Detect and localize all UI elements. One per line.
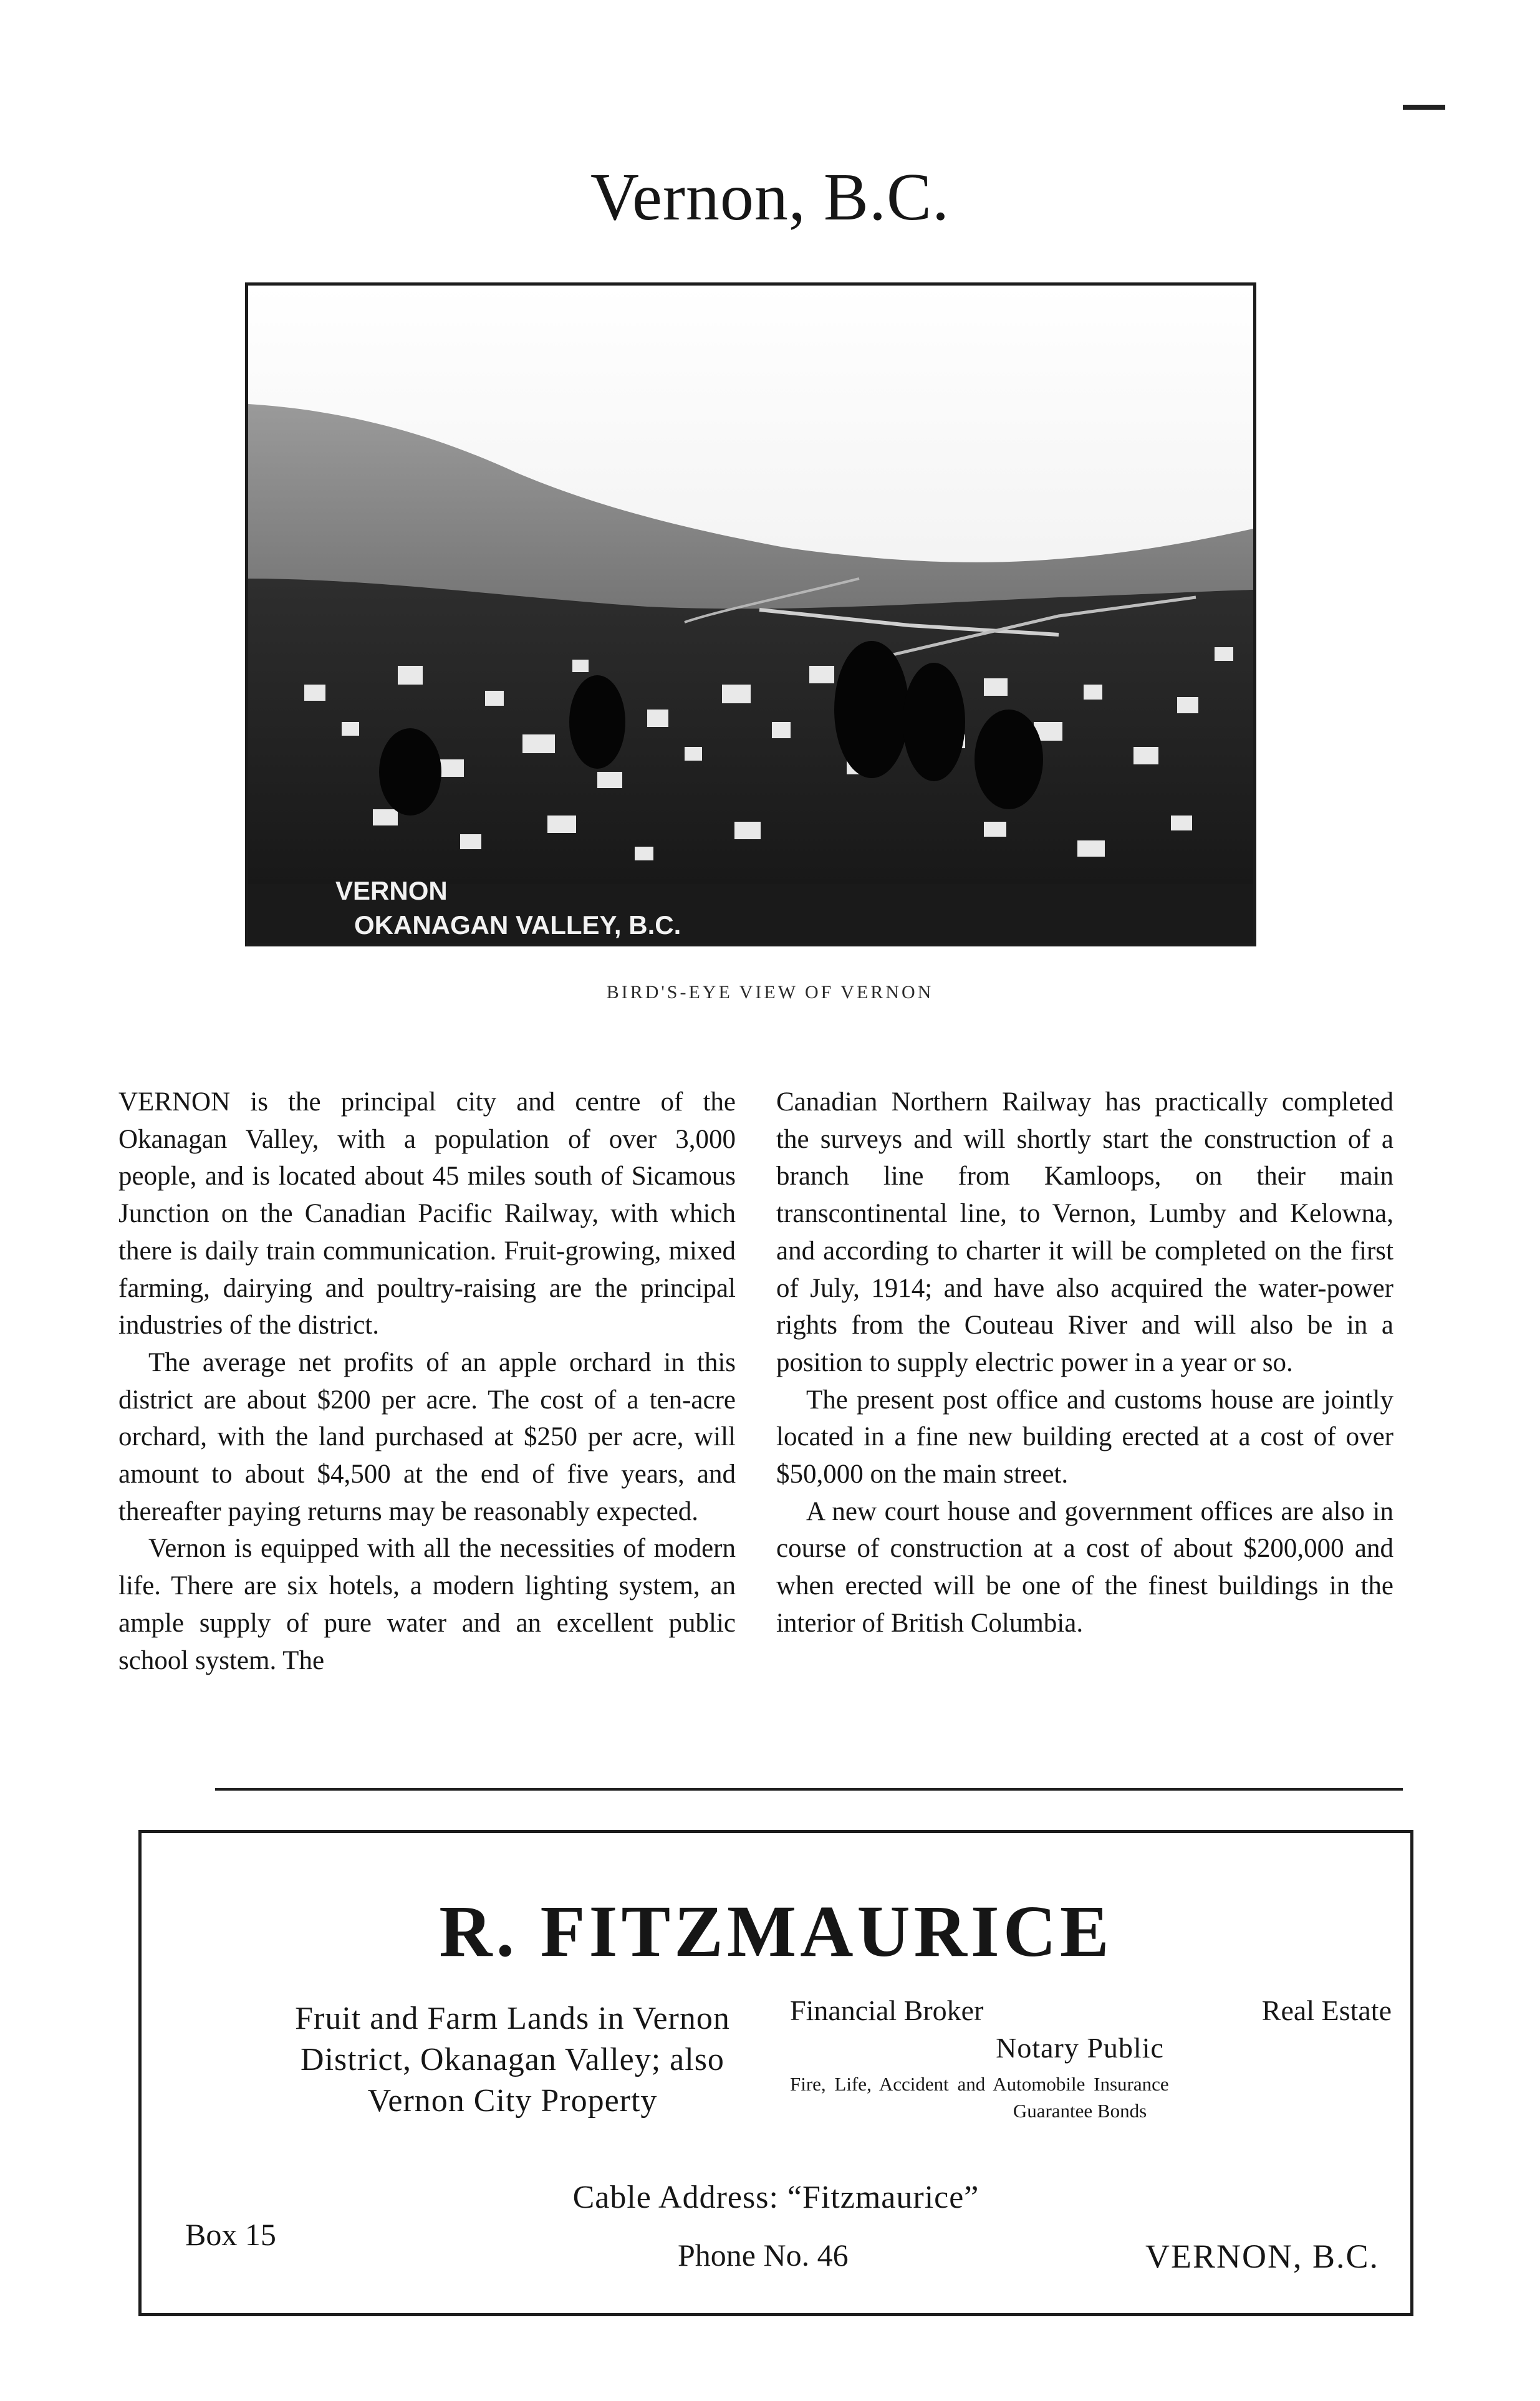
cable-address: Cable Address: “Fitzmaurice” (572, 2180, 979, 2215)
photo-caption: BIRD'S-EYE VIEW OF VERNON (606, 982, 934, 1003)
article-paragraph: The average net profits of an apple orchard in this district are about $200 per acre. The cost of a ten-acre orchard, with the land purchased at $250 per acre, will amount to about $4,500 at the end of five years, and thereafter paying returns may be reasonably expected. (118, 1347, 736, 1526)
separator-rule (215, 1788, 1403, 1791)
article-paragraph: Vernon is equipped with all the necessities of modern life. There are six hotels, a modern lighting system, an ample supply of pure water and an excellent public school system. The (118, 1534, 736, 1675)
services-left (185, 1998, 840, 2122)
article-paragraph: The present post office and customs house are jointly located in a fine new building erected at a cost of over $50,000 on the main street. (776, 1385, 1393, 1489)
advertisement-box (138, 1830, 1413, 2316)
real-estate: Real Estate (1261, 1994, 1392, 2026)
phone-number: Phone No. 46 (678, 2238, 849, 2273)
bonds-line: Guarantee Bonds (1013, 2100, 1147, 2122)
birds-eye-photo-illustration (248, 286, 1253, 943)
services-line: Fruit and Farm Lands in Vernon (295, 2001, 730, 2036)
advertiser-name: R. FITZMAURICE (439, 1890, 1113, 1972)
services-line: Vernon City Property (367, 2083, 658, 2119)
birds-eye-photo (245, 282, 1256, 946)
article-left-column (118, 1084, 736, 1679)
photo-overlay-line-2: OKANAGAN VALLEY, B.C. (354, 910, 681, 940)
insurance-line: Fire, Life, Accident and Automobile Insurance (790, 2073, 1169, 2095)
corner-mark (1403, 105, 1445, 110)
box-number: Box 15 (185, 2217, 276, 2252)
article-paragraph: Canadian Northern Railway has practically completed the surveys and will shortly start the construction of a branch line from Kamloops, on their main transcontinental line, to Vernon, Lumby and Kelowna, and according to charter it will be completed on the first of July, 1914; and have also acquired the water-power rights from the Couteau River and will also be in a position to supply electric power in a year or so. (776, 1087, 1393, 1377)
financial-broker: Financial Broker (790, 1994, 984, 2026)
page-title: Vernon, B.C. (590, 160, 950, 234)
article-paragraph: VERNON is the principal city and centre of the Okanagan Valley, with a population of over 3,000 people, and is located about 45 miles south of Sicamous Junction on the Canadian Pacific Railway, with which there is daily train communication. Fruit-growing, mixed farming, dairying and poultry-raising are the principal industries of the district. (118, 1087, 736, 1340)
article-right-column (776, 1084, 1393, 1642)
ad-city: VERNON, B.C. (1145, 2238, 1379, 2275)
article-paragraph: A new court house and government offices are also in course of construction at a cost of about $200,000 and when erected will be one of the finest buildings in the interior of British Columbia. (776, 1496, 1393, 1638)
photo-overlay-line-1: VERNON (335, 876, 448, 905)
notary-public: Notary Public (996, 2032, 1164, 2064)
services-line: District, Okanagan Valley; also (301, 2042, 724, 2077)
